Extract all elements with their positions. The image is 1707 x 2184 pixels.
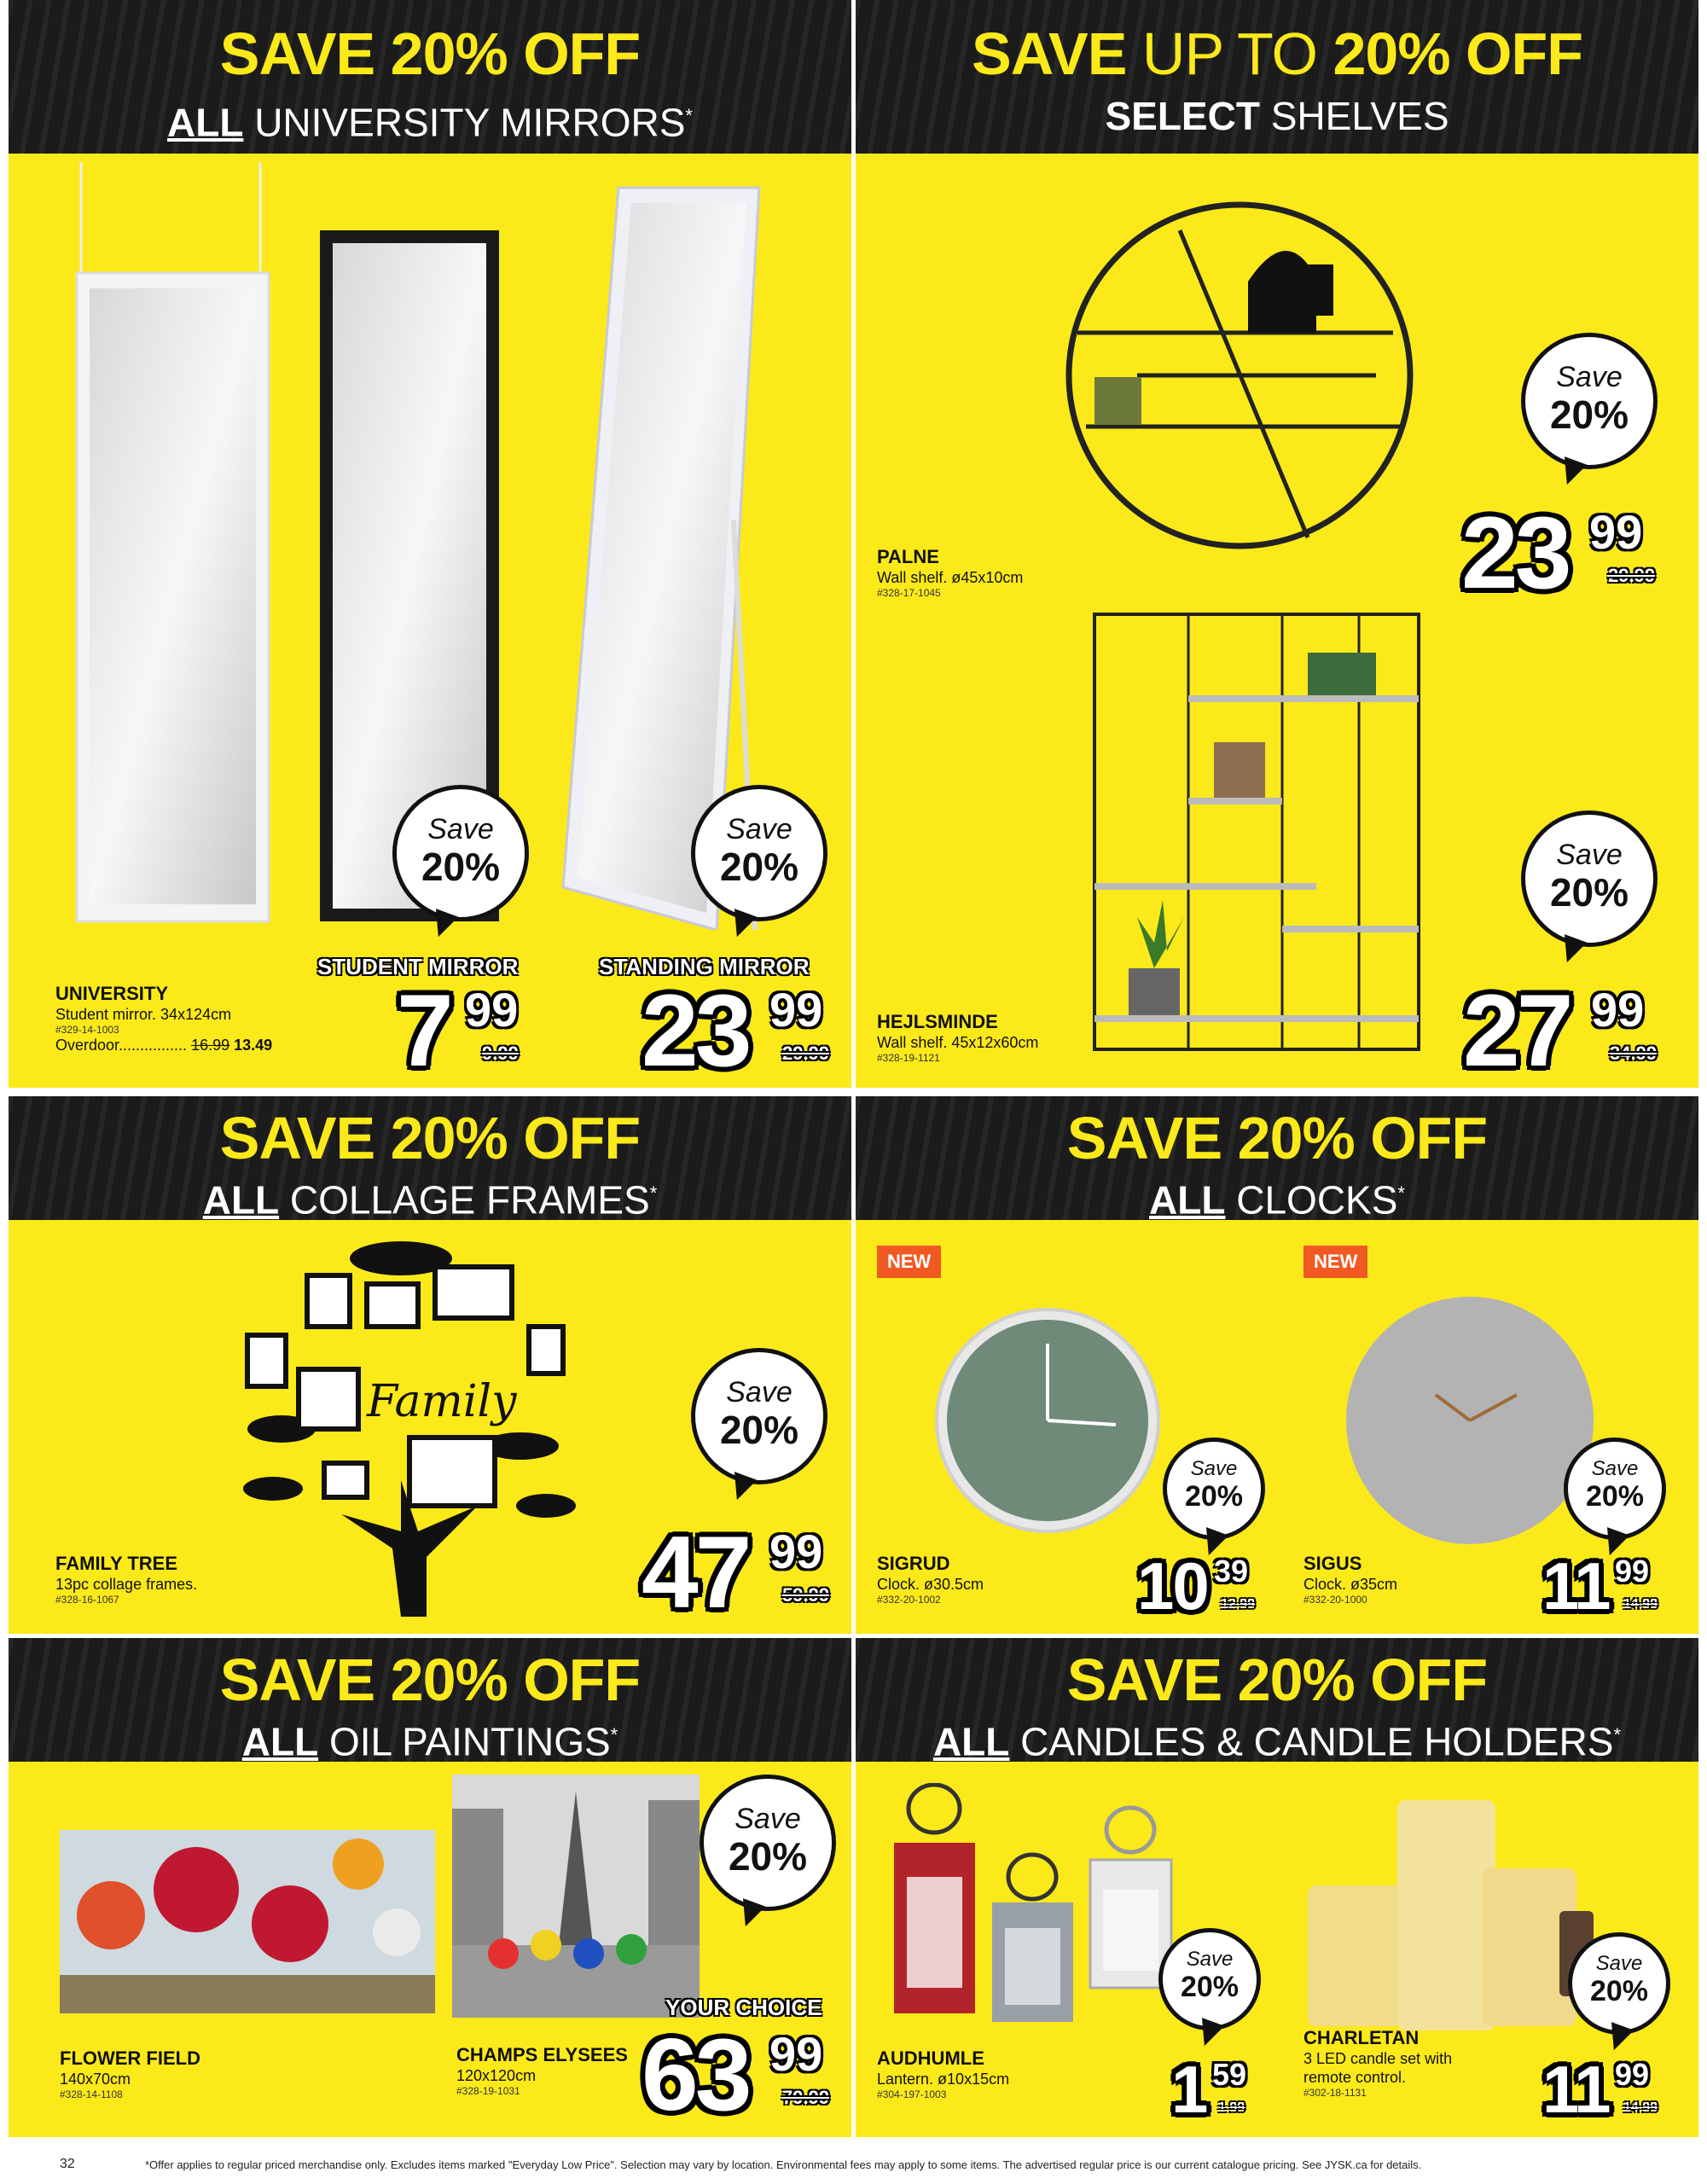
shelves-headline: SAVE UP TO 20% OFF	[972, 20, 1582, 87]
save-bubble-family: Save 20%	[691, 1348, 827, 1484]
shelves-panel	[856, 0, 1698, 1088]
paintings-price: 63 99 79.99	[642, 2018, 830, 2132]
standing-mirror-tag: STANDING MIRROR	[599, 954, 810, 979]
champs-elysees-image	[452, 1774, 700, 2018]
sigrud-product: SIGRUD Clock. ø30.5cm #332-20-1002	[877, 1553, 984, 1606]
sigrud-price: 10 39 12.99	[1137, 1548, 1256, 1623]
clocks-subheadline: ALL CLOCKS*	[1149, 1177, 1405, 1223]
family-word: Family	[367, 1376, 517, 1427]
new-badge-sigus: NEW	[1303, 1246, 1367, 1278]
hejlsminde-product: HEJLSMINDE Wall shelf. 45x12x60cm #328-19-1121	[877, 1011, 1039, 1064]
family-tree-product: FAMILY TREE 13pc collage frames. #328-16-1067	[55, 1553, 198, 1606]
standing-price: 23 99 29.99	[642, 973, 830, 1088]
shelves-subheadline: SELECT SHELVES	[1105, 94, 1449, 138]
candles-headline: SAVE 20% OFF	[1066, 1647, 1488, 1713]
palne-product: PALNE Wall shelf. ø45x10cm #328-17-1045	[877, 546, 1024, 599]
palne-shelf-image	[1052, 179, 1436, 580]
family-tree-image	[230, 1233, 589, 1617]
audhumle-price: 1 59 1.99	[1171, 2052, 1247, 2127]
paintings-headline: SAVE 20% OFF	[219, 1647, 641, 1713]
paintings-subheadline: ALL OIL PAINTINGS*	[241, 1719, 618, 1764]
frames-subheadline: ALL COLLAGE FRAMES*	[202, 1177, 658, 1223]
candles-subheadline: ALL CANDLES & CANDLE HOLDERS*	[932, 1719, 1622, 1764]
save-bubble-paintings: Save 20%	[700, 1774, 836, 1911]
sigus-clock-image	[1342, 1292, 1598, 1548]
product-name: UNIVERSITY	[55, 983, 169, 1004]
save-bubble-student: Save 20%	[392, 785, 529, 921]
student-mirror-tag: STUDENT MIRROR	[317, 954, 519, 979]
champs-elysees-product: CHAMPS ELYSEES 120x120cm #328-19-1031	[456, 2044, 628, 2097]
charletan-product: CHARLETAN 3 LED candle set with remote control. #302-18-1131	[1303, 2027, 1453, 2099]
shelves-banner	[856, 0, 1698, 154]
your-choice-tag: YOUR CHOICE	[665, 1995, 822, 2020]
sigus-price: 11 99 14.99	[1542, 1548, 1658, 1623]
mirrors-panel	[9, 0, 851, 1088]
save-bubble-sigus: Save 20%	[1564, 1438, 1666, 1540]
mirrors-headline: SAVE 20% OFF	[219, 20, 641, 87]
sigus-product: SIGUS Clock. ø35cm #332-20-1000	[1303, 1553, 1398, 1606]
paintings-banner	[9, 1638, 851, 1762]
candles-banner	[856, 1638, 1698, 1762]
mirrors-banner	[9, 0, 851, 154]
save-bubble-standing: Save 20%	[691, 785, 827, 921]
frames-panel	[9, 1096, 851, 1634]
footer-disclaimer: *Offer applies to regular priced merchandise only. Excludes items marked "Everyday Low Price". Selection may vary by location. Environmental fees may apply to some items. The advertised regular price is our current catalogue pricing. See JYSK.ca for details.	[145, 2158, 1422, 2171]
save-bubble-hejlsminde: Save 20%	[1521, 810, 1658, 947]
save-bubble-sigrud: Save 20%	[1163, 1438, 1265, 1540]
palne-price: 23 99 29.99	[1461, 496, 1656, 610]
new-badge-sigrud: NEW	[877, 1246, 941, 1278]
save-bubble-palne: Save 20%	[1521, 333, 1658, 469]
paintings-panel	[9, 1638, 851, 2137]
clocks-banner	[856, 1096, 1698, 1223]
flower-field-image	[60, 1830, 435, 2013]
flower-field-product: FLOWER FIELD 140x70cm #328-14-1108	[60, 2048, 200, 2100]
university-product	[55, 983, 272, 1054]
overdoor-line: Overdoor................ 16.99 13.49	[55, 1037, 273, 1054]
charletan-price: 11 99 14.99	[1542, 2052, 1658, 2127]
student-price: 7 99 9.99	[397, 973, 519, 1088]
save-bubble-charletan: Save 20%	[1568, 1932, 1670, 2035]
mirrors-subheadline: ALL UNIVERSITY MIRRORS*	[167, 100, 693, 145]
sigrud-clock-image	[932, 1305, 1163, 1536]
audhumle-product: AUDHUMLE Lantern. ø10x15cm #304-197-1003	[877, 2048, 1010, 2100]
product-desc: Student mirror. 34x124cm	[55, 1006, 232, 1023]
charletan-candles-image	[1299, 1783, 1606, 2039]
frames-headline: SAVE 20% OFF	[219, 1105, 641, 1171]
hejlsminde-price: 27 99 34.99	[1463, 973, 1658, 1088]
page-footer	[0, 2141, 1707, 2184]
clocks-panel	[856, 1096, 1698, 1634]
clocks-headline: SAVE 20% OFF	[1066, 1105, 1488, 1171]
frames-banner	[9, 1096, 851, 1223]
product-sku: #329-14-1003	[55, 1024, 119, 1036]
save-bubble-audhumle: Save 20%	[1158, 1928, 1261, 2030]
page-number: 32	[60, 2157, 75, 2171]
family-tree-price: 47 99 59.99	[642, 1515, 830, 1629]
hejlsminde-shelf-image	[1077, 606, 1436, 1066]
audhumle-lantern-image	[877, 1783, 1201, 2030]
candles-panel	[856, 1638, 1698, 2137]
